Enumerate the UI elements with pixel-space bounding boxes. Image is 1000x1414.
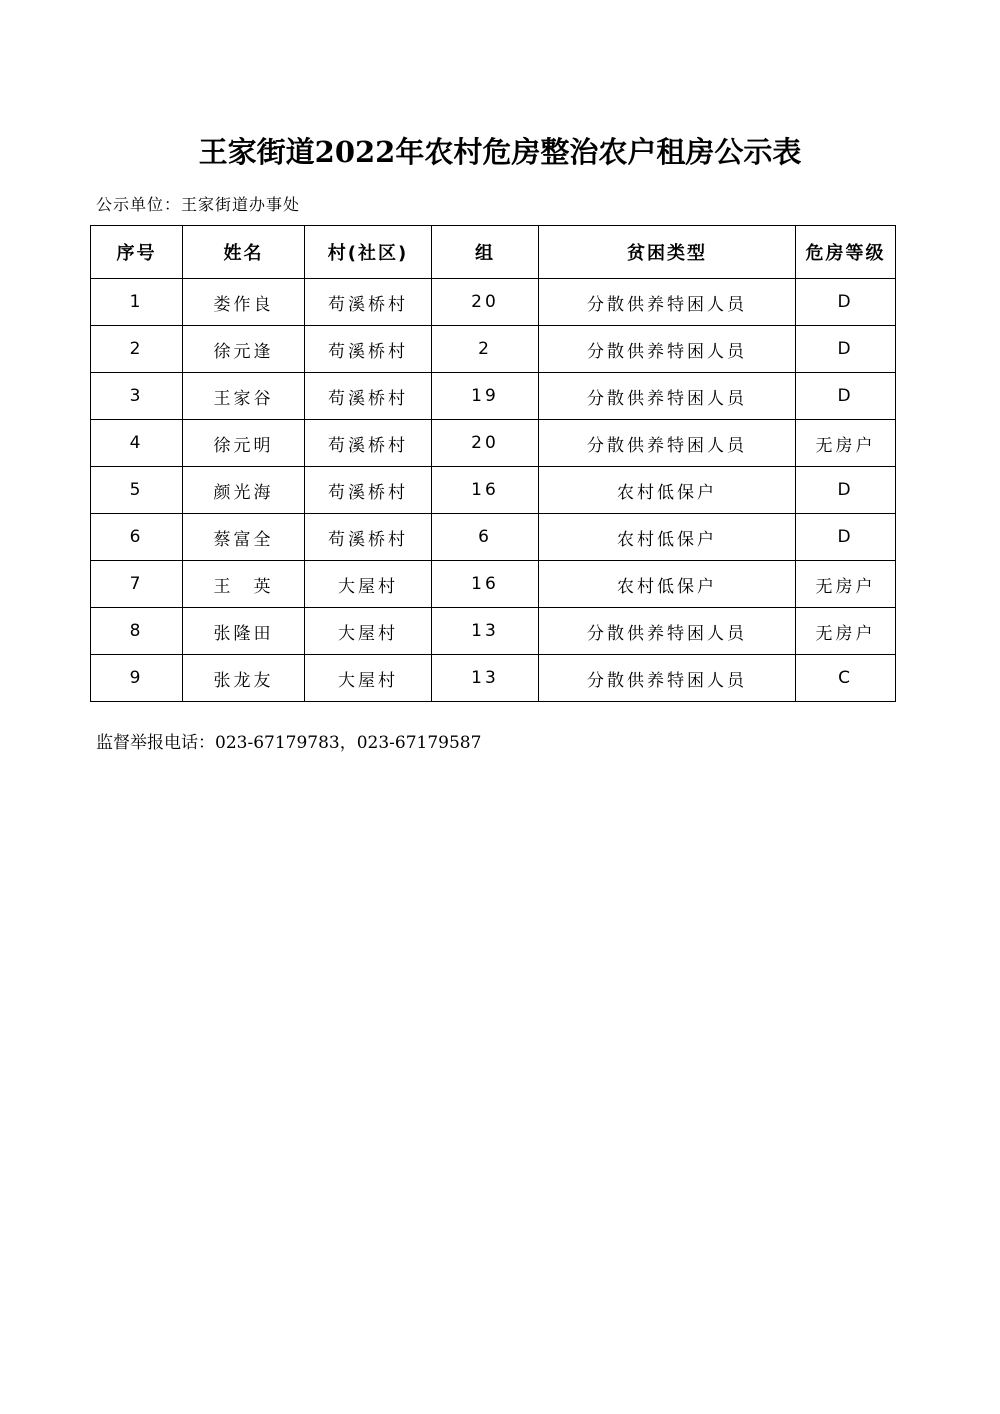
cell-poverty-type: 分散供养特困人员 <box>539 420 796 467</box>
cell-no: 9 <box>91 655 183 702</box>
cell-village: 大屋村 <box>305 608 432 655</box>
cell-no: 4 <box>91 420 183 467</box>
table-row <box>91 373 896 420</box>
table-row <box>91 514 896 561</box>
table-row <box>91 279 896 326</box>
cell-group: 6 <box>432 514 539 561</box>
cell-group: 20 <box>432 279 539 326</box>
cell-group: 13 <box>432 655 539 702</box>
cell-poverty-type: 分散供养特困人员 <box>539 326 796 373</box>
cell-no: 5 <box>91 467 183 514</box>
cell-no: 2 <box>91 326 183 373</box>
cell-village: 大屋村 <box>305 561 432 608</box>
table-row <box>91 467 896 514</box>
cell-village: 苟溪桥村 <box>305 279 432 326</box>
cell-danger-level: D <box>796 326 896 373</box>
page-title: 王家街道2022年农村危房整治农户租房公示表 <box>198 135 802 169</box>
cell-no: 6 <box>91 514 183 561</box>
cell-group: 13 <box>432 608 539 655</box>
cell-village: 苟溪桥村 <box>305 467 432 514</box>
cell-danger-level: D <box>796 279 896 326</box>
cell-group: 20 <box>432 420 539 467</box>
col-header-name: 姓名 <box>183 226 305 279</box>
cell-village: 苟溪桥村 <box>305 514 432 561</box>
cell-group: 16 <box>432 467 539 514</box>
cell-name: 娄作良 <box>183 279 305 326</box>
col-header-poverty-type: 贫困类型 <box>539 226 796 279</box>
table-row <box>91 420 896 467</box>
cell-village: 苟溪桥村 <box>305 420 432 467</box>
cell-poverty-type: 农村低保户 <box>539 467 796 514</box>
cell-name: 徐元逢 <box>183 326 305 373</box>
cell-poverty-type: 分散供养特困人员 <box>539 608 796 655</box>
cell-danger-level: D <box>796 373 896 420</box>
cell-name: 颜光海 <box>183 467 305 514</box>
cell-danger-level: D <box>796 467 896 514</box>
table-row <box>91 326 896 373</box>
cell-name: 徐元明 <box>183 420 305 467</box>
publishing-unit: 公示单位：王家街道办事处 <box>96 195 301 214</box>
cell-poverty-type: 分散供养特困人员 <box>539 373 796 420</box>
cell-name: 张龙友 <box>183 655 305 702</box>
cell-danger-level: 无房户 <box>796 561 896 608</box>
report-hotline: 监督举报电话：023-67179783，023-67179587 <box>96 733 482 753</box>
col-header-group: 组 <box>432 226 539 279</box>
cell-group: 2 <box>432 326 539 373</box>
cell-danger-level: C <box>796 655 896 702</box>
cell-poverty-type: 分散供养特困人员 <box>539 655 796 702</box>
cell-poverty-type: 农村低保户 <box>539 514 796 561</box>
cell-group: 16 <box>432 561 539 608</box>
cell-name: 王家谷 <box>183 373 305 420</box>
table-row <box>91 655 896 702</box>
table-row <box>91 608 896 655</box>
col-header-danger-level: 危房等级 <box>796 226 896 279</box>
col-header-village: 村(社区) <box>305 226 432 279</box>
cell-danger-level: D <box>796 514 896 561</box>
cell-group: 19 <box>432 373 539 420</box>
cell-no: 3 <box>91 373 183 420</box>
cell-name: 张隆田 <box>183 608 305 655</box>
cell-danger-level: 无房户 <box>796 608 896 655</box>
table-row <box>91 561 896 608</box>
cell-no: 8 <box>91 608 183 655</box>
cell-village: 苟溪桥村 <box>305 326 432 373</box>
cell-village: 大屋村 <box>305 655 432 702</box>
cell-poverty-type: 农村低保户 <box>539 561 796 608</box>
cell-no: 1 <box>91 279 183 326</box>
cell-village: 苟溪桥村 <box>305 373 432 420</box>
table-header-row <box>91 226 896 279</box>
cell-name: 蔡富全 <box>183 514 305 561</box>
col-header-no: 序号 <box>91 226 183 279</box>
cell-name: 王 英 <box>183 561 305 608</box>
rental-table <box>90 225 896 702</box>
cell-no: 7 <box>91 561 183 608</box>
cell-danger-level: 无房户 <box>796 420 896 467</box>
cell-poverty-type: 分散供养特困人员 <box>539 279 796 326</box>
